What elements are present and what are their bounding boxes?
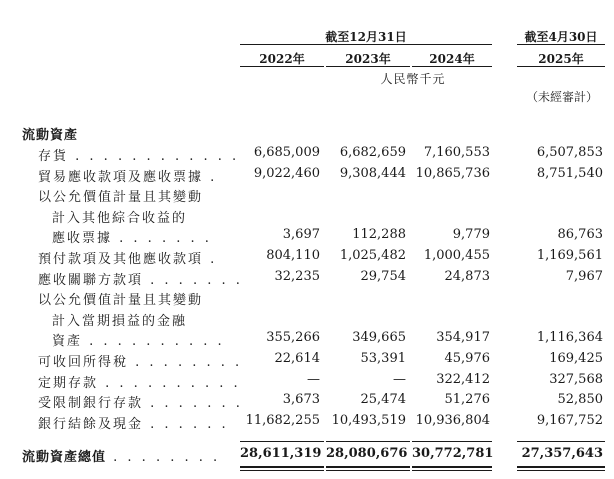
table-cell: 1,025,482 [339,248,406,263]
table-cell: 6,685,009 [253,145,320,160]
row-label [38,351,242,370]
row-label [38,392,243,411]
table-cell: 32,235 [274,269,320,284]
table-cell: 9,779 [452,227,490,242]
table-cell: 804,110 [266,248,320,263]
table-cell: 355,266 [266,330,320,345]
total-value-2022: 28,611,319 [240,446,322,461]
total-row-label [22,446,220,465]
leader-dots: . . . . . . . . . . . . [68,149,240,164]
row-label-text: 銀行結餘及現金 [38,417,144,432]
table-cell: 1,116,364 [536,330,603,345]
period-group-header: 截至12月31日 [325,30,407,44]
year-header-2025: 2025年 [538,52,584,66]
cropped-text-fragment [0,0,470,4]
table-cell: 354,917 [436,330,490,345]
row-label [52,207,187,226]
table-cell: 169,425 [549,351,603,366]
row-label [38,145,239,164]
table-cell: 9,022,460 [253,166,320,181]
leader-dots: . [203,170,218,185]
table-cell: 7,967 [565,269,603,284]
period-single-header: 截至4月30日 [524,30,598,44]
row-label-text: 應收票據 [52,231,113,246]
unit-label: 人民幣千元 [380,72,446,86]
year-header-2023: 2023年 [345,52,391,66]
table-cell: 3,697 [282,227,320,242]
leader-dots: . . . . . . . . . . [82,334,225,349]
row-label [38,166,217,185]
table-cell: 1,000,455 [423,248,490,263]
table-cell: 53,391 [360,351,406,366]
section-title: 流動資產 [22,128,79,143]
table-cell: 6,682,659 [339,145,406,160]
table-cell: 322,412 [436,372,490,387]
table-cell: 9,308,444 [339,166,406,181]
group-header-rule [240,44,492,45]
table-cell: 11,682,255 [245,413,320,428]
total-label-text: 流動資產總值 [22,450,107,465]
row-label [52,310,187,329]
year-rule-2023 [326,66,410,67]
table-cell: 51,276 [444,392,490,407]
leader-dots: . . . . . . . . . . [98,376,241,391]
row-label [52,227,212,246]
table-cell: 24,873 [444,269,490,284]
row-label [38,269,243,288]
row-label [38,413,229,432]
row-label-text: 存貨 [38,149,69,164]
total-double-rule-2022 [240,470,324,471]
table-cell: 349,665 [352,330,406,345]
table-cell: 10,493,519 [331,413,406,428]
table-cell: 9,167,752 [536,413,603,428]
total-bottom-rule-2023 [326,466,410,468]
table-cell: 3,673 [282,392,320,407]
table-cell: 112,288 [352,227,406,242]
row-label [38,289,203,308]
total-double-rule-2025 [517,470,605,471]
table-cell: 29,754 [360,269,406,284]
year-header-2024: 2024年 [429,52,475,66]
table-cell: 7,160,553 [423,145,490,160]
total-value-2025: 27,357,643 [521,446,603,461]
row-label-text: 計入當期損益的金融 [52,314,188,329]
row-label-text: 可收回所得稅 [38,355,129,370]
year-rule-2025 [517,66,605,67]
leader-dots: . . . . . . . . [128,355,243,370]
leader-dots: . . . . . . [143,417,229,432]
leader-dots: . . . . . . . [112,231,212,246]
total-bottom-rule-2025 [517,466,605,468]
row-label-text: 受限制銀行存款 [38,396,144,411]
table-cell: 6,507,853 [536,145,603,160]
total-top-rule-2023 [326,441,410,442]
table-cell: — [307,372,320,387]
table-cell: 8,751,540 [536,166,603,181]
table-cell: 52,850 [557,392,603,407]
table-cell: — [393,372,406,387]
year-rule-2024 [412,66,492,67]
total-top-rule-2025 [517,441,605,442]
leader-dots: . . . . . . . [143,273,243,288]
table-cell: 327,568 [549,372,603,387]
row-label [38,372,241,391]
single-header-rule [517,44,605,45]
row-label-text: 預付款項及其他應收款項 [38,252,204,267]
row-label [38,248,217,267]
table-cell: 1,169,561 [536,248,603,263]
row-label-text: 貿易應收款項及應收票據 [38,170,204,185]
row-label-text: 應收關聯方款項 [38,273,144,288]
row-label-text: 資產 [52,334,83,349]
total-double-rule-2023 [326,470,410,471]
total-value-2023: 28,080,676 [326,446,408,461]
leader-dots: . [203,252,218,267]
year-header-2022: 2022年 [259,52,305,66]
total-top-rule-2024 [412,441,492,442]
row-label-text: 以公允價值計量且其變動 [38,190,204,205]
total-value-2024: 30,772,781 [412,446,494,461]
table-cell: 22,614 [274,351,320,366]
year-rule-2022 [240,66,324,67]
total-bottom-rule-2022 [240,466,324,468]
total-top-rule-2022 [240,441,324,442]
row-label-text: 計入其他綜合收益的 [52,211,188,226]
row-label [52,330,225,349]
table-cell: 45,976 [444,351,490,366]
table-cell: 25,474 [360,392,406,407]
row-label-text: 以公允價值計量且其變動 [38,293,204,308]
row-label [38,186,203,205]
leader-dots: . . . . . . . [143,396,243,411]
total-leader-dots: . . . . . . . . [106,450,221,465]
table-cell: 10,936,804 [415,413,490,428]
table-cell: 86,763 [557,227,603,242]
total-bottom-rule-2024 [412,466,492,468]
unaudited-label: （未經審計） [525,90,598,104]
total-double-rule-2024 [412,470,492,471]
row-label-text: 定期存款 [38,376,99,391]
table-cell: 10,865,736 [415,166,490,181]
